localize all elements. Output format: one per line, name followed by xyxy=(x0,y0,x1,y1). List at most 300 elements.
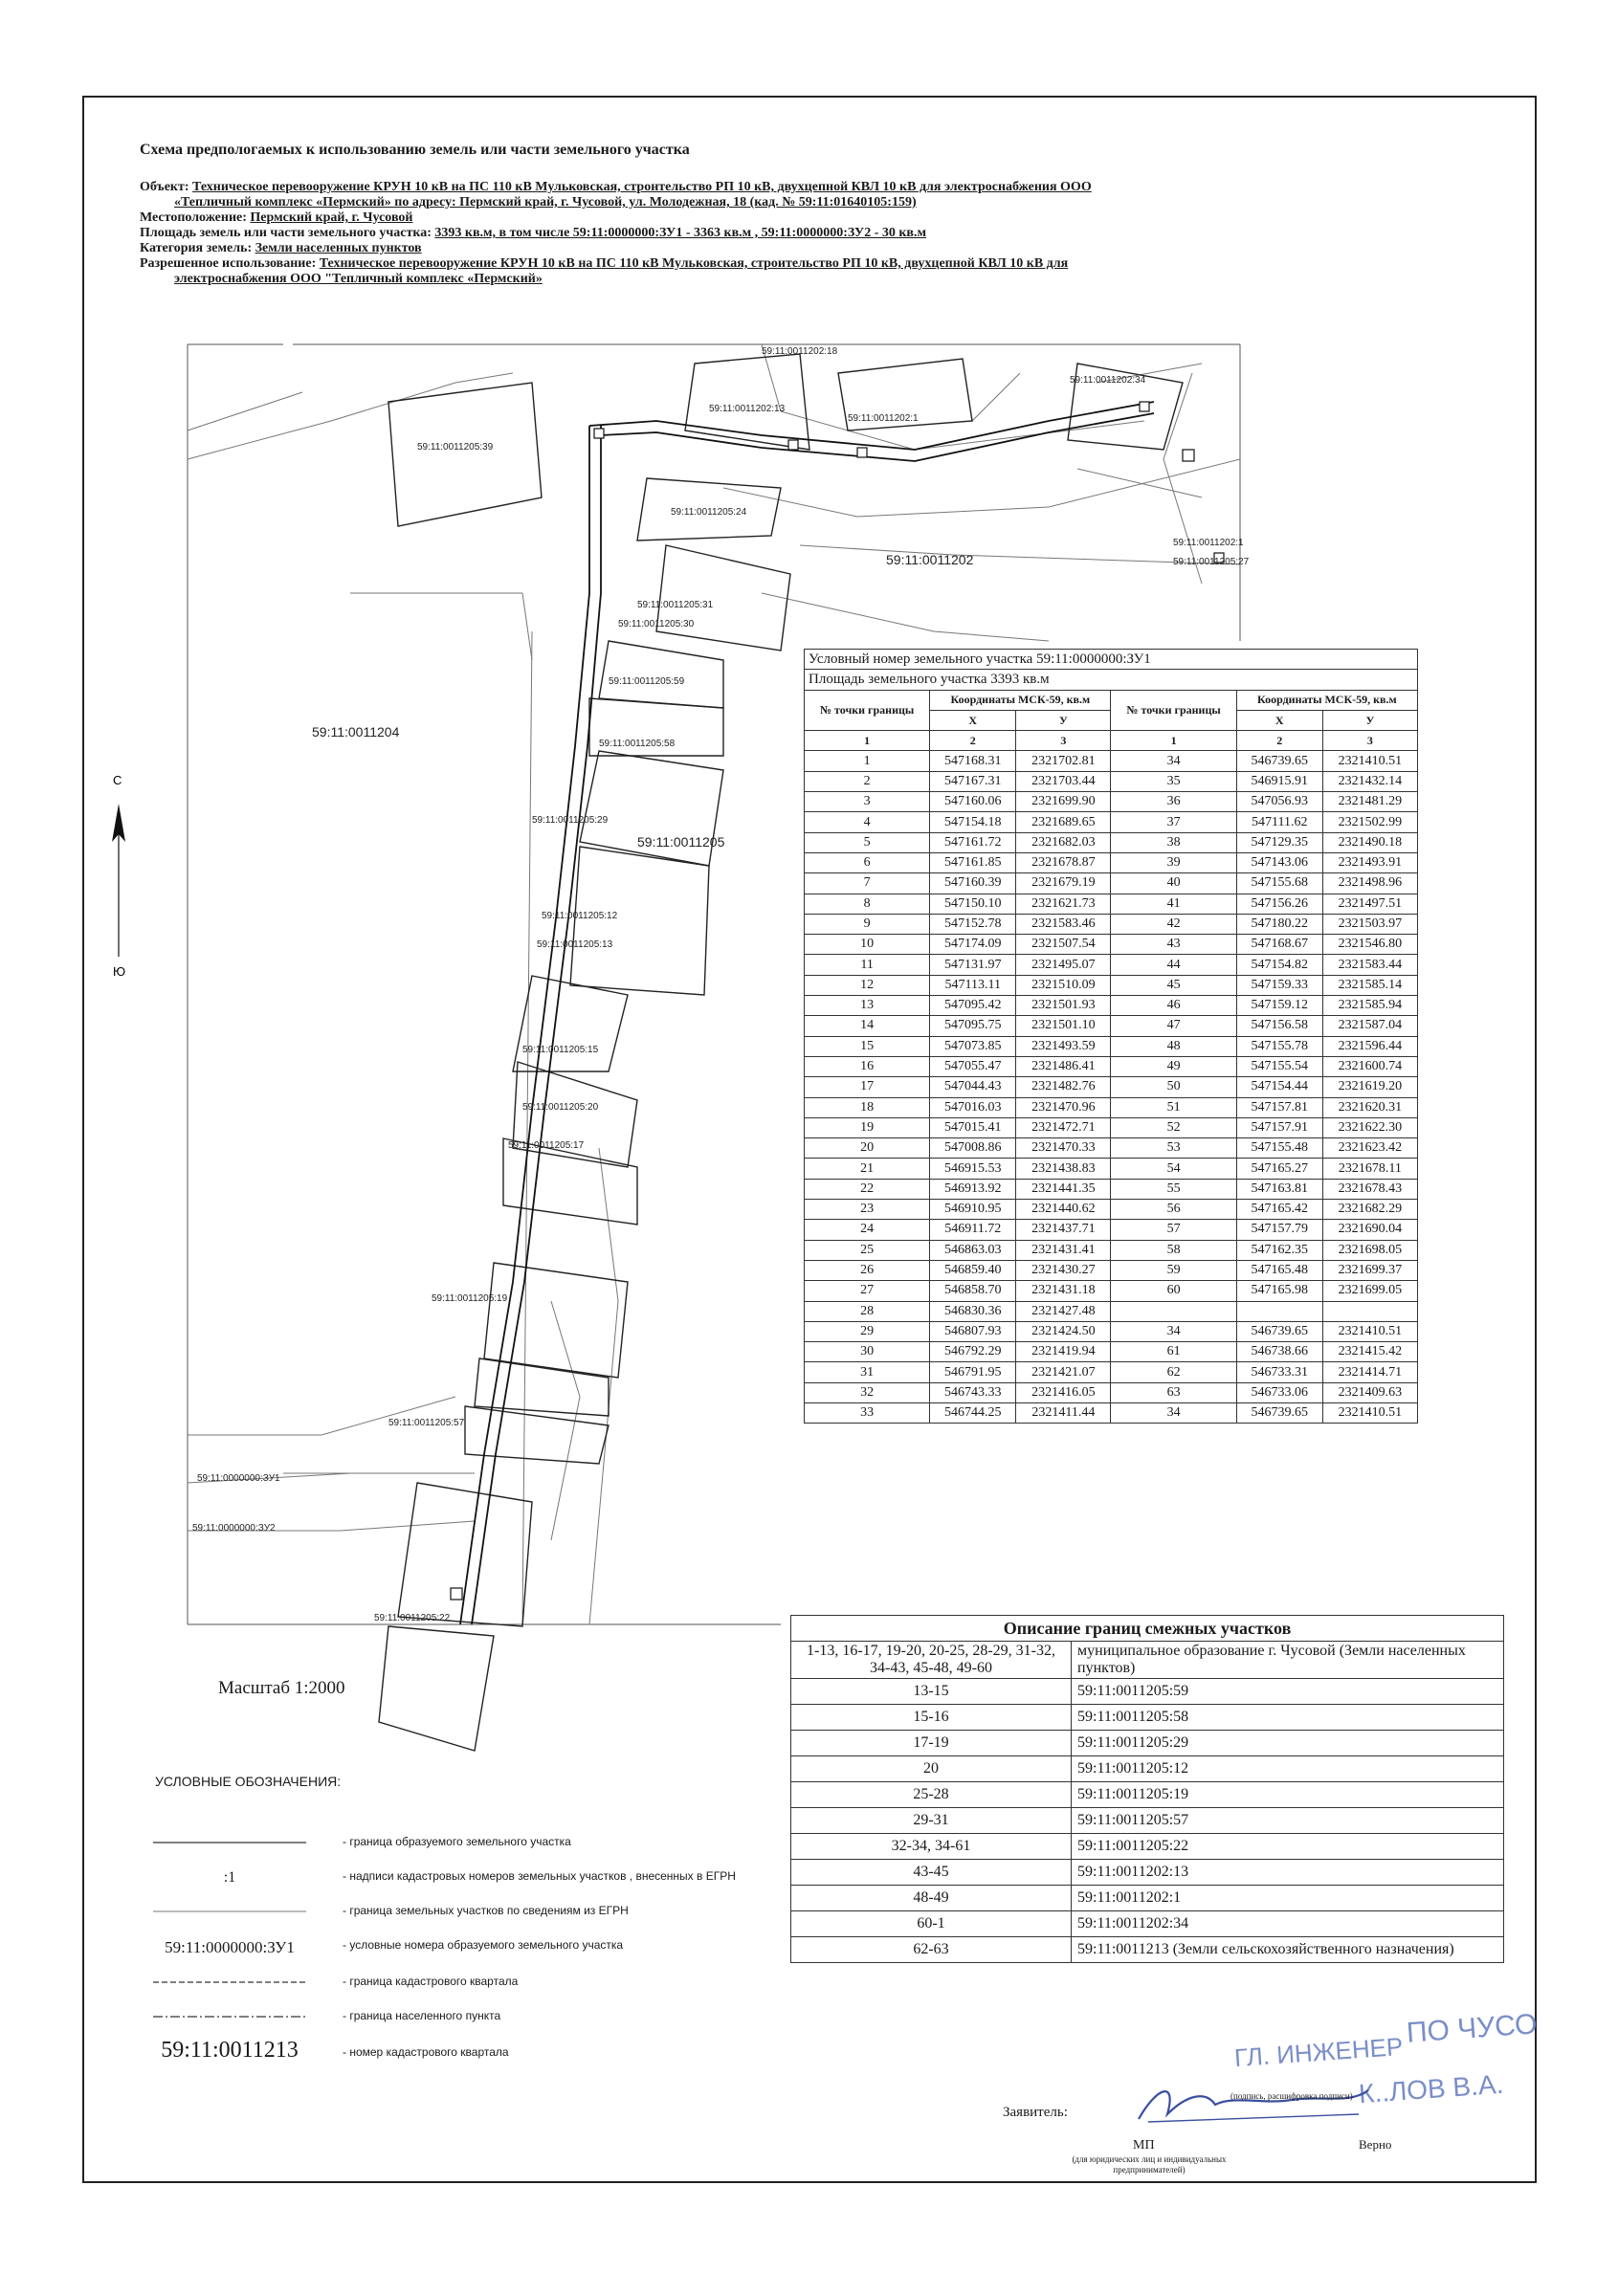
table-row xyxy=(805,894,1418,914)
table-row xyxy=(805,955,1418,975)
table-cell: 59:11:0011202:34 xyxy=(1072,1911,1504,1937)
table-cell: 2321486.41 xyxy=(1016,1056,1111,1076)
table-cell: 546807.93 xyxy=(930,1321,1016,1341)
col-num: 1 xyxy=(1111,731,1236,751)
map-label: 59:11:0011205:12 xyxy=(542,911,618,921)
mp-note: (для юридических лиц и индивидуальных предпринимателей) xyxy=(1072,2154,1227,2175)
table-cell: 2321430.27 xyxy=(1016,1260,1111,1280)
category-line: Категория земель: Земли населенных пунктов xyxy=(140,241,422,255)
table-cell: 547159.33 xyxy=(1236,975,1322,995)
table-cell: 2321690.04 xyxy=(1322,1220,1417,1240)
table-row xyxy=(791,1705,1504,1731)
table-cell: 547162.35 xyxy=(1236,1240,1322,1260)
table-cell: 52 xyxy=(1111,1117,1236,1137)
table-row xyxy=(805,1220,1418,1240)
table-cell: 51 xyxy=(1111,1097,1236,1117)
table-cell: 59:11:0011202:1 xyxy=(1072,1886,1504,1911)
table-cell: 59:11:0011205:59 xyxy=(1072,1679,1504,1705)
table-cell: 40 xyxy=(1111,873,1236,894)
mp-label: МП xyxy=(1133,2138,1155,2152)
table-cell: 546739.65 xyxy=(1236,1402,1322,1423)
table-row xyxy=(805,1036,1418,1056)
table-cell: 2321503.97 xyxy=(1322,914,1417,934)
table-cell: муниципальное образование г. Чусовой (Земли населенных пунктов) xyxy=(1072,1642,1504,1679)
table-cell: 2321490.18 xyxy=(1322,832,1417,852)
table-cell: 10 xyxy=(805,935,930,955)
header-coords: Координаты МСК-59, кв.м xyxy=(930,690,1111,710)
table-cell: 547154.44 xyxy=(1236,1077,1322,1097)
table-cell xyxy=(1111,1301,1236,1321)
table-cell: 547154.18 xyxy=(930,812,1016,832)
north-label: С xyxy=(113,773,122,787)
table-row xyxy=(791,1731,1504,1756)
table-cell: 546791.95 xyxy=(930,1362,1016,1382)
table-cell: 13-15 xyxy=(791,1679,1072,1705)
table-cell: 2321441.35 xyxy=(1016,1179,1111,1199)
table-cell: 55 xyxy=(1111,1179,1236,1199)
table-cell: 2321410.51 xyxy=(1322,1402,1417,1423)
table-cell: 34 xyxy=(1111,1402,1236,1423)
table-cell: 2321495.07 xyxy=(1016,955,1111,975)
table-cell: 43-45 xyxy=(791,1860,1072,1886)
adjacent-caption: Описание границ смежных участков xyxy=(791,1616,1504,1642)
table-cell: 2321498.96 xyxy=(1322,873,1417,894)
header-y: У xyxy=(1322,710,1417,730)
table-cell: 546733.31 xyxy=(1236,1362,1322,1382)
table-cell: 547168.67 xyxy=(1236,935,1322,955)
object-line-2: «Тепличный комплекс «Пермский» по адресу: Пермский край, г. Чусовой, ул. Молодежная, 18 (кад. № 59:11:01640105:159) xyxy=(174,195,917,210)
table-cell: 62 xyxy=(1111,1362,1236,1382)
table-cell: 25 xyxy=(805,1240,930,1260)
table-cell: 25-28 xyxy=(791,1782,1072,1808)
table-cell: 2321493.91 xyxy=(1322,852,1417,872)
table-cell: 547174.09 xyxy=(930,935,1016,955)
signature-note: (подпись, расшифровка подписи) xyxy=(1230,2091,1353,2101)
table-cell: 547167.31 xyxy=(930,771,1016,791)
table-cell: 2321470.96 xyxy=(1016,1097,1111,1117)
table-cell: 547160.39 xyxy=(930,873,1016,894)
table-cell: 21 xyxy=(805,1159,930,1179)
table-cell: 546743.33 xyxy=(930,1382,1016,1402)
table-cell: 2321493.59 xyxy=(1016,1036,1111,1056)
map-label: 59:11:0011205:20 xyxy=(522,1102,599,1113)
table-cell: 546863.03 xyxy=(930,1240,1016,1260)
table-cell: 17 xyxy=(805,1077,930,1097)
table-cell: 2321501.93 xyxy=(1016,996,1111,1016)
table-cell: 2321622.30 xyxy=(1322,1117,1417,1137)
table-row xyxy=(805,1382,1418,1402)
table-cell: 2321678.11 xyxy=(1322,1159,1417,1179)
table-cell: 2321585.94 xyxy=(1322,996,1417,1016)
table-cell: 547160.06 xyxy=(930,792,1016,812)
header-coords: Координаты МСК-59, кв.м xyxy=(1236,690,1417,710)
table-row xyxy=(805,1097,1418,1117)
table-row xyxy=(791,1679,1504,1705)
table-cell: 547129.35 xyxy=(1236,832,1322,852)
map-label: 59:11:0011205:22 xyxy=(374,1613,451,1623)
table-cell: 2321703.44 xyxy=(1016,771,1111,791)
table-cell: 2321600.74 xyxy=(1322,1056,1417,1076)
table-cell: 29 xyxy=(805,1321,930,1341)
table-cell: 547159.12 xyxy=(1236,996,1322,1016)
table-cell: 2321546.80 xyxy=(1322,935,1417,955)
table-cell: 2321416.05 xyxy=(1016,1382,1111,1402)
table-cell: 547157.79 xyxy=(1236,1220,1322,1240)
table-cell: 48-49 xyxy=(791,1886,1072,1911)
col-num: 2 xyxy=(1236,731,1322,751)
col-num: 3 xyxy=(1322,731,1417,751)
table-cell: 2321510.09 xyxy=(1016,975,1111,995)
table-cell: 2321427.48 xyxy=(1016,1301,1111,1321)
table-row xyxy=(805,996,1418,1016)
table-cell: 2321432.14 xyxy=(1322,771,1417,791)
table-row xyxy=(791,1834,1504,1860)
table-cell: 8 xyxy=(805,894,930,914)
table-row xyxy=(805,873,1418,894)
table-cell: 7 xyxy=(805,873,930,894)
table-cell: 546910.95 xyxy=(930,1200,1016,1220)
table-cell: 59 xyxy=(1111,1260,1236,1280)
table-cell: 61 xyxy=(1111,1342,1236,1362)
table-cell: 36 xyxy=(1111,792,1236,812)
table-row xyxy=(805,1056,1418,1076)
map-label: 59:11:0011202:1 xyxy=(1173,538,1244,548)
col-num: 1 xyxy=(805,731,930,751)
table-row xyxy=(791,1808,1504,1834)
table-cell: 2321585.14 xyxy=(1322,975,1417,995)
object-line: Объект: Техническое перевооружение КРУН 10 кВ на ПС 110 кВ Мульковская, стронтельство РП 10 кВ, двухцепной КВЛ 10 кВ для электроснабжения ООО xyxy=(140,180,1092,194)
map-label: 59:11:0011205 xyxy=(637,834,725,850)
table-cell: 2321620.31 xyxy=(1322,1097,1417,1117)
table-cell: 2321481.29 xyxy=(1322,792,1417,812)
table-cell: 2321587.04 xyxy=(1322,1016,1417,1036)
table-cell: 44 xyxy=(1111,955,1236,975)
thin-line-icon xyxy=(144,1904,316,1923)
table-cell: 2321472.71 xyxy=(1016,1117,1111,1137)
table-cell: 13 xyxy=(805,996,930,1016)
table-cell: 547095.75 xyxy=(930,1016,1016,1036)
table-cell: 16 xyxy=(805,1056,930,1076)
table-cell: 1-13, 16-17, 19-20, 20-25, 28-29, 31-32, 34-43, 45-48, 49-60 xyxy=(791,1642,1072,1679)
table-cell: 59:11:0011205:12 xyxy=(1072,1756,1504,1782)
table-cell: 2321699.37 xyxy=(1322,1260,1417,1280)
table-cell: 547157.91 xyxy=(1236,1117,1322,1137)
table-cell: 42 xyxy=(1111,914,1236,934)
table-cell: 59:11:0011213 (Земли сельскохозяйственного назначения) xyxy=(1072,1937,1504,1963)
table-cell: 2321501.10 xyxy=(1016,1016,1111,1036)
table-cell: 2321421.07 xyxy=(1016,1362,1111,1382)
table-cell: 59:11:0011205:29 xyxy=(1072,1731,1504,1756)
table-cell: 20 xyxy=(805,1138,930,1159)
table-row xyxy=(805,832,1418,852)
area-line: Площадь земель или части земельного участка: 3393 кв.м, в том числе 59:11:0000000:ЗУ1 - 3363 кв.м , 59:11:0000000:ЗУ2 - 30 кв.м xyxy=(140,226,927,240)
table-cell: 547155.48 xyxy=(1236,1138,1322,1159)
table-cell: 32-34, 34-61 xyxy=(791,1834,1072,1860)
table-cell: 2321414.71 xyxy=(1322,1362,1417,1382)
table-cell: 2321678.43 xyxy=(1322,1179,1417,1199)
table-cell: 2321623.42 xyxy=(1322,1138,1417,1159)
dashed-line-icon xyxy=(144,1975,316,1994)
table-cell: 2321596.44 xyxy=(1322,1036,1417,1056)
table-row xyxy=(805,792,1418,812)
table-cell: 50 xyxy=(1111,1077,1236,1097)
table-cell: 2321419.94 xyxy=(1016,1342,1111,1362)
table-cell: 31 xyxy=(805,1362,930,1382)
table-cell: 547016.03 xyxy=(930,1097,1016,1117)
stamp-text: ПО ЧУСО xyxy=(1405,2008,1539,2049)
table-cell: 547131.97 xyxy=(930,955,1016,975)
table-row xyxy=(805,771,1418,791)
legend-item: - граница населенного пункта xyxy=(144,2009,794,2038)
table-row xyxy=(791,1860,1504,1886)
table-row xyxy=(805,1301,1418,1321)
table-cell: 547157.81 xyxy=(1236,1097,1322,1117)
table-cell: 59:11:0011205:58 xyxy=(1072,1705,1504,1731)
map-label: 59:11:0011205:39 xyxy=(417,442,494,453)
table-cell: 49 xyxy=(1111,1056,1236,1076)
permitted-use-line-2: электроснабжения ООО "Тепличный комплекс «Пермский» xyxy=(174,272,543,286)
legend-title: УСЛОВНЫЕ ОБОЗНАЧЕНИЯ: xyxy=(155,1774,342,1789)
table-cell: 2321497.51 xyxy=(1322,894,1417,914)
table-cell: 2 xyxy=(805,771,930,791)
map-label: 59:11:0011205:31 xyxy=(637,600,714,610)
table-cell: 33 xyxy=(805,1402,930,1423)
table-cell: 546911.72 xyxy=(930,1220,1016,1240)
location-line: Местоположение: Пермский край, г. Чусовой xyxy=(140,210,413,225)
table-cell: 4 xyxy=(805,812,930,832)
table-row xyxy=(805,1016,1418,1036)
table-row xyxy=(791,1886,1504,1911)
table-cell: 15-16 xyxy=(791,1705,1072,1731)
signature-icon xyxy=(1129,2076,1378,2133)
table-cell: 546859.40 xyxy=(930,1260,1016,1280)
table-cell: 23 xyxy=(805,1200,930,1220)
table-row xyxy=(791,1756,1504,1782)
table-cell: 35 xyxy=(1111,771,1236,791)
table-cell: 547161.72 xyxy=(930,832,1016,852)
table-cell: 547095.42 xyxy=(930,996,1016,1016)
table-cell: 9 xyxy=(805,914,930,934)
table-cell: 2321583.44 xyxy=(1322,955,1417,975)
table-cell: 2321409.63 xyxy=(1322,1382,1417,1402)
table-cell: 24 xyxy=(805,1220,930,1240)
document-header xyxy=(140,142,1336,287)
table-cell: 547143.06 xyxy=(1236,852,1322,872)
map-label: 59:11:0011202:13 xyxy=(709,404,786,414)
table-cell: 547073.85 xyxy=(930,1036,1016,1056)
table-cell: 47 xyxy=(1111,1016,1236,1036)
table-row xyxy=(805,1281,1418,1301)
table-cell: 19 xyxy=(805,1117,930,1137)
table-cell: 34 xyxy=(1111,1321,1236,1341)
table-cell: 2321689.65 xyxy=(1016,812,1111,832)
map-label: 59:11:0011202:34 xyxy=(1070,375,1146,386)
table-cell: 17-19 xyxy=(791,1731,1072,1756)
south-label: Ю xyxy=(113,964,126,979)
map-label: 59:11:0011202:18 xyxy=(762,346,838,357)
table-cell: 57 xyxy=(1111,1220,1236,1240)
applicant-label: Заявитель: xyxy=(1003,2105,1068,2120)
table-cell: 2321621.73 xyxy=(1016,894,1111,914)
verno-label: Верно xyxy=(1359,2137,1392,2152)
header-y: У xyxy=(1016,710,1111,730)
header-point: № точки границы xyxy=(1111,690,1236,731)
table-cell: 37 xyxy=(1111,812,1236,832)
legend-item: 59:11:0011213 - номер кадастрового квартала xyxy=(161,2038,509,2063)
table-cell: 547155.78 xyxy=(1236,1036,1322,1056)
table-row xyxy=(805,1342,1418,1362)
table-cell: 3 xyxy=(805,792,930,812)
table-cell: 30 xyxy=(805,1342,930,1362)
table-cell: 546739.65 xyxy=(1236,1321,1322,1341)
table-cell: 6 xyxy=(805,852,930,872)
table-row xyxy=(805,1240,1418,1260)
table-cell: 15 xyxy=(805,1036,930,1056)
table-cell xyxy=(1322,1301,1417,1321)
map-label: 59:11:0011205:15 xyxy=(522,1045,599,1055)
adjacent-boundaries-table xyxy=(790,1615,1504,1963)
table-cell: 2321682.29 xyxy=(1322,1200,1417,1220)
table-cell: 2321438.83 xyxy=(1016,1159,1111,1179)
map-label: 59:11:0011205:29 xyxy=(532,815,609,826)
table-cell: 20 xyxy=(791,1756,1072,1782)
stamp-text: ГЛ. ИНЖЕНЕР xyxy=(1233,2031,1405,2073)
legend-item: - граница образуемого земельного участка xyxy=(144,1835,794,1864)
table-cell: 2321699.05 xyxy=(1322,1281,1417,1301)
table-cell: 547165.27 xyxy=(1236,1159,1322,1179)
table-cell: 22 xyxy=(805,1179,930,1199)
col-num: 2 xyxy=(930,731,1016,751)
stamp-text: К..ЛОВ В.А. xyxy=(1358,2068,1505,2109)
table-cell: 546915.91 xyxy=(1236,771,1322,791)
table-cell: 2321679.19 xyxy=(1016,873,1111,894)
header-x: X xyxy=(1236,710,1322,730)
table-cell: 39 xyxy=(1111,852,1236,872)
table-row xyxy=(805,1159,1418,1179)
map-label: 59:11:0011205:24 xyxy=(671,507,747,518)
table-cell: 41 xyxy=(1111,894,1236,914)
table-cell: 11 xyxy=(805,955,930,975)
table-cell: 60-1 xyxy=(791,1911,1072,1937)
table-row xyxy=(791,1782,1504,1808)
table-cell: 547165.98 xyxy=(1236,1281,1322,1301)
table-cell: 547044.43 xyxy=(930,1077,1016,1097)
table-cell: 547150.10 xyxy=(930,894,1016,914)
table-cell: 59:11:0011205:57 xyxy=(1072,1808,1504,1834)
map-label: 59:11:0011205:27 xyxy=(1173,557,1250,567)
table-cell: 2321440.62 xyxy=(1016,1200,1111,1220)
table-cell: 12 xyxy=(805,975,930,995)
table-cell: 2321410.51 xyxy=(1322,751,1417,771)
table-cell: 54 xyxy=(1111,1159,1236,1179)
table-cell: 1 xyxy=(805,751,930,771)
legend-item: - граница кадастрового квартала xyxy=(144,1975,794,2003)
table-row xyxy=(805,1179,1418,1199)
table-cell: 547156.26 xyxy=(1236,894,1322,914)
map-label: 59:11:0011205:17 xyxy=(508,1140,585,1151)
table-row xyxy=(805,975,1418,995)
table-row xyxy=(791,1911,1504,1937)
map-label: 59:11:0011205:13 xyxy=(537,939,613,950)
table-cell: 2321619.20 xyxy=(1322,1077,1417,1097)
table-cell: 48 xyxy=(1111,1036,1236,1056)
table-cell: 26 xyxy=(805,1260,930,1280)
table-cell: 2321698.05 xyxy=(1322,1240,1417,1260)
table-cell: 59:11:0011202:13 xyxy=(1072,1860,1504,1886)
table-cell: 547168.31 xyxy=(930,751,1016,771)
table-row xyxy=(805,1117,1418,1137)
table-cell: 58 xyxy=(1111,1240,1236,1260)
table-cell: 547155.68 xyxy=(1236,873,1322,894)
table-cell: 547154.82 xyxy=(1236,955,1322,975)
table-row xyxy=(805,914,1418,934)
table-cell: 2321482.76 xyxy=(1016,1077,1111,1097)
table-cell: 5 xyxy=(805,832,930,852)
legend-item: :1 - надписи кадастровых номеров земельных участков , внесенных в ЕГРН xyxy=(223,1869,736,1886)
legend-item: 59:11:0000000:ЗУ1 - условные номера образуемого земельного участка xyxy=(165,1938,624,1956)
map-label: 59:11:0011205:57 xyxy=(388,1418,465,1428)
map-label: 59:11:0011202:1 xyxy=(848,413,919,424)
table-cell: 2321699.90 xyxy=(1016,792,1111,812)
table-cell: 60 xyxy=(1111,1281,1236,1301)
table-row xyxy=(805,751,1418,771)
table-row xyxy=(805,1362,1418,1382)
table-cell: 62-63 xyxy=(791,1937,1072,1963)
table-cell: 63 xyxy=(1111,1382,1236,1402)
table-row xyxy=(805,852,1418,872)
table-cell: 28 xyxy=(805,1301,930,1321)
map-label: 59:11:0000000:ЗУ2 xyxy=(192,1523,276,1534)
table-cell: 56 xyxy=(1111,1200,1236,1220)
map-label: 59:11:0011205:30 xyxy=(618,619,695,629)
table-cell: 2321583.46 xyxy=(1016,914,1111,934)
map-label: 59:11:0011205:59 xyxy=(609,676,685,687)
table-cell: 2321424.50 xyxy=(1016,1321,1111,1341)
table-cell: 547056.93 xyxy=(1236,792,1322,812)
table-row xyxy=(805,1077,1418,1097)
table-cell: 2321437.71 xyxy=(1016,1220,1111,1240)
table-cell: 2321502.99 xyxy=(1322,812,1417,832)
table-cell: 2321431.41 xyxy=(1016,1240,1111,1260)
header-x: X xyxy=(930,710,1016,730)
table-cell: 2321431.18 xyxy=(1016,1281,1111,1301)
table-row xyxy=(805,1200,1418,1220)
table-cell: 27 xyxy=(805,1281,930,1301)
table-row xyxy=(805,1260,1418,1280)
map-label: 59:11:0011202 xyxy=(886,552,974,567)
table-cell: 2321411.44 xyxy=(1016,1402,1111,1423)
table-cell: 546830.36 xyxy=(930,1301,1016,1321)
table-cell: 547165.48 xyxy=(1236,1260,1322,1280)
legend-item: - граница земельных участков по сведениям из ЕГРН xyxy=(144,1904,794,1932)
table-row xyxy=(791,1642,1504,1679)
table-cell: 546792.29 xyxy=(930,1342,1016,1362)
table-cell: 547156.58 xyxy=(1236,1016,1322,1036)
table-cell: 547111.62 xyxy=(1236,812,1322,832)
table-cell: 2321507.54 xyxy=(1016,935,1111,955)
table-cell: 59:11:0011205:22 xyxy=(1072,1834,1504,1860)
table-cell: 34 xyxy=(1111,751,1236,771)
table-row xyxy=(805,1402,1418,1423)
map-label: 59:11:0011205:19 xyxy=(432,1293,508,1304)
table-cell: 2321702.81 xyxy=(1016,751,1111,771)
table-cell: 14 xyxy=(805,1016,930,1036)
table-cell: 547161.85 xyxy=(930,852,1016,872)
table-cell: 29-31 xyxy=(791,1808,1072,1834)
table-cell: 38 xyxy=(1111,832,1236,852)
table-cell: 2321415.42 xyxy=(1322,1342,1417,1362)
header-point: № точки границы xyxy=(805,690,930,731)
